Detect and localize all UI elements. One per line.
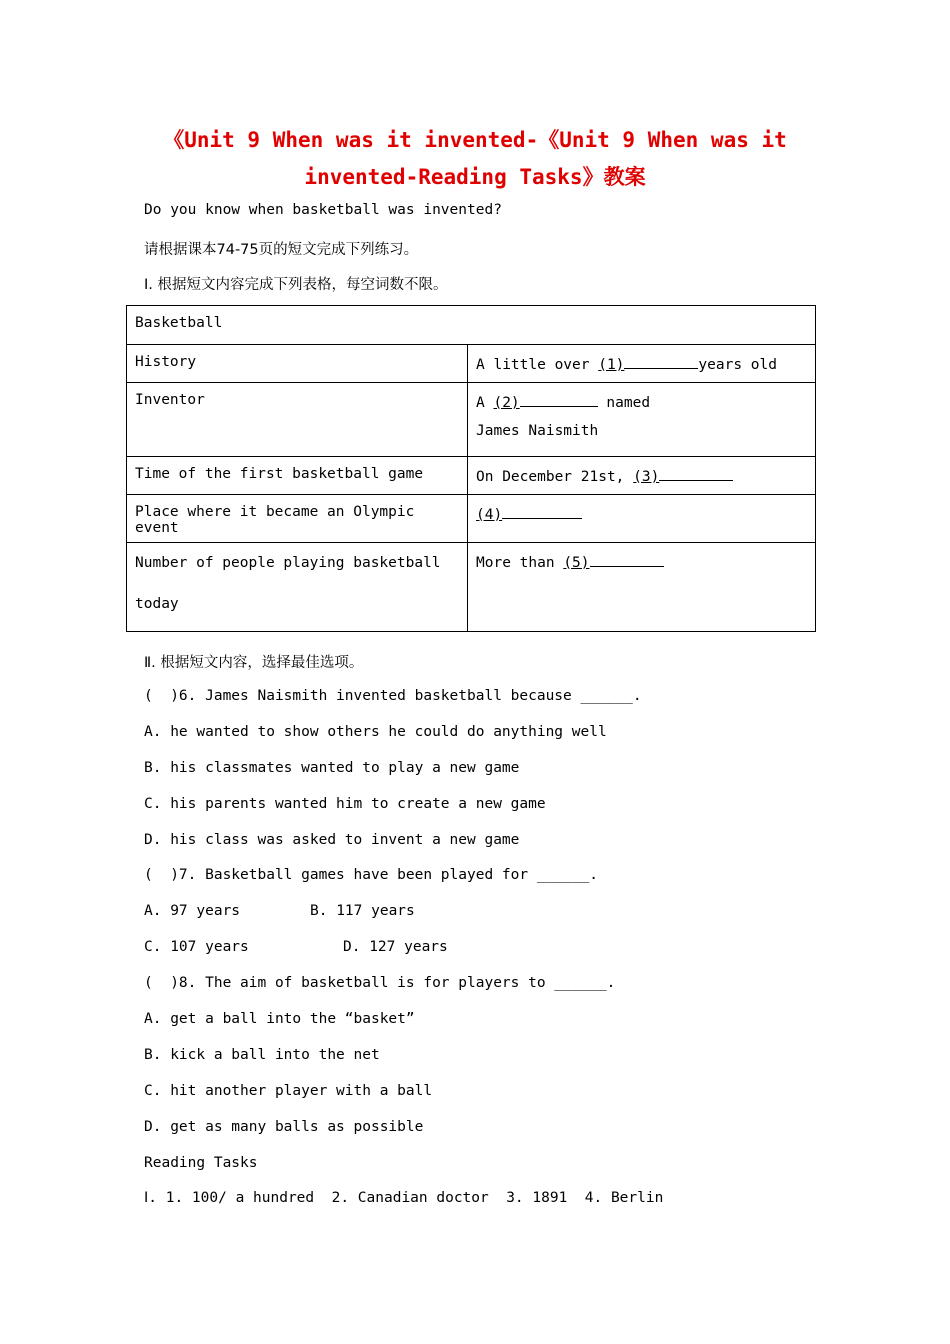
answer-blank [659,466,733,481]
answer-blank [624,354,698,369]
blank-number: (2) [493,395,520,411]
section2-heading: Ⅱ. 根据短文内容，选择最佳选项。 [144,655,364,671]
value-suffix: named [597,395,651,411]
title-line-1: 《Unit 9 When was it invented-《Unit 9 When was it [163,128,787,152]
q8-option-b: B. kick a ball into the net [144,1047,380,1063]
q7-option-d: D. 127 years [343,939,448,955]
q7-stem: ( )7. Basketball games have been played for ______. [144,867,598,883]
row-label: Number of people playing basketball today [127,543,468,632]
answer-blank [502,504,582,519]
answers-line: Ⅰ. 1. 100/ a hundred 2. Canadian doctor 3. 1891 4. Berlin [144,1190,664,1206]
blank-number: (4) [476,507,503,523]
blank-number: (5) [563,555,590,571]
q8-option-a: A. get a ball into the “basket” [144,1011,415,1027]
blank-number: (3) [633,469,660,485]
table-row [127,543,816,632]
value-prefix: A little over [476,357,599,373]
value-line-2: James Naismith [476,423,599,439]
row-value [468,457,816,495]
instruction: 请根据课本74-75页的短文完成下列练习。 [144,242,419,258]
row-label: Place where it became an Olympic event [127,495,468,543]
table-row [127,383,816,457]
table-row [127,345,816,383]
value-prefix: A [476,395,494,411]
q8-option-c: C. hit another player with a ball [144,1083,433,1099]
row-label: Time of the first basketball game [127,457,468,495]
table-row [127,457,816,495]
title-line-2: invented-Reading Tasks》教案 [304,165,646,189]
row-value [468,543,816,632]
q8-option-d: D. get as many balls as possible [144,1119,424,1135]
answer-blank [590,552,664,567]
value-suffix: years old [698,357,777,373]
row-value [468,345,816,383]
table-header: Basketball [127,306,816,345]
q6-option-b: B. his classmates wanted to play a new game [144,760,520,776]
blank-number: (1) [598,357,625,373]
value-prefix: On December 21st, [476,469,634,485]
q6-option-a: A. he wanted to show others he could do anything well [144,724,607,740]
q6-option-c: C. his parents wanted him to create a new game [144,796,546,812]
q7-option-b: B. 117 years [310,903,415,919]
intro-question: Do you know when basketball was invented? [144,202,502,218]
q7-option-c: C. 107 years [144,939,249,955]
value-prefix: More than [476,555,564,571]
basketball-table [126,305,816,632]
answers-heading: Reading Tasks [144,1155,258,1171]
row-label: History [127,345,468,383]
table-row [127,495,816,543]
answer-blank [520,392,598,407]
row-value [468,495,816,543]
section1-heading: Ⅰ. 根据短文内容完成下列表格，每空词数不限。 [144,277,448,293]
q6-option-d: D. his class was asked to invent a new game [144,832,520,848]
q6-stem: ( )6. James Naismith invented basketball because ______. [144,688,642,704]
row-label: Inventor [127,383,468,457]
q7-option-a: A. 97 years [144,903,241,919]
q8-stem: ( )8. The aim of basketball is for players to ______. [144,975,616,991]
row-value [468,383,816,457]
